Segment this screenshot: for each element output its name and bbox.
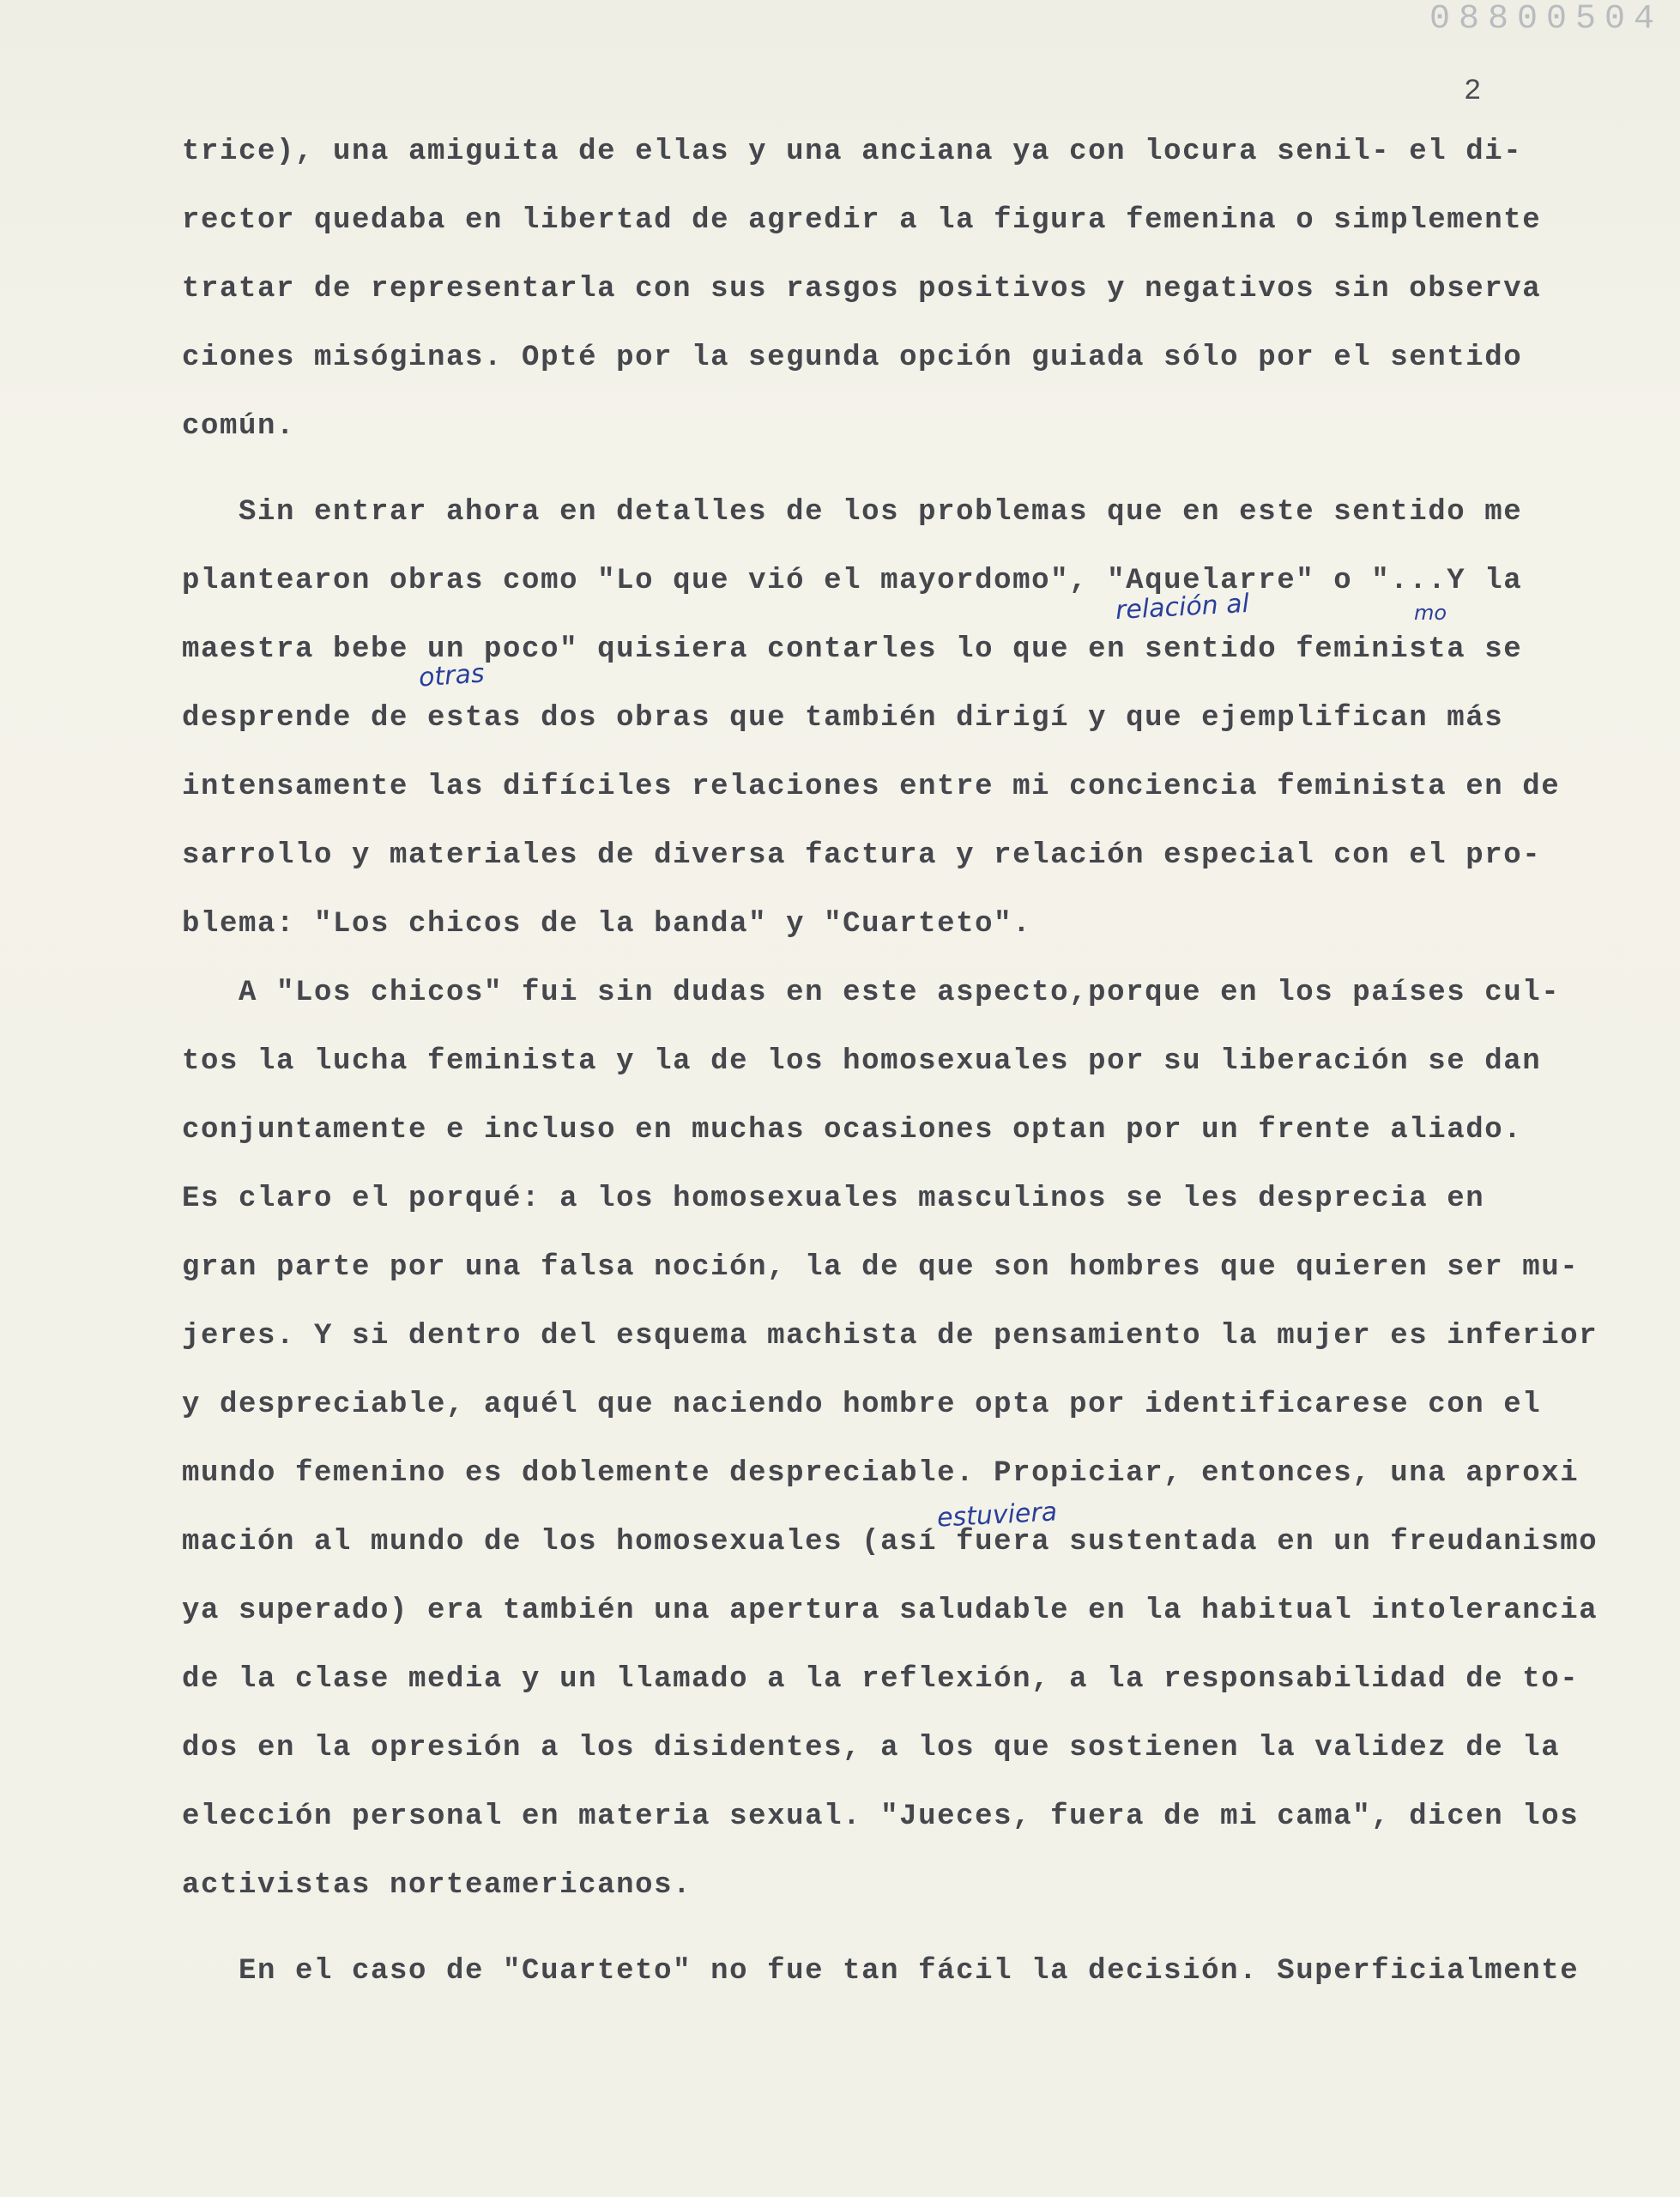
text-line: dos en la opresión a los disidentes, a los que sostienen la validez de la (182, 1732, 1561, 1764)
page-number: 2 (1464, 76, 1482, 108)
text-line: trice), una amiguita de ellas y una anciana ya con locura senil- el di- (182, 136, 1523, 168)
text-line: y despreciable, aquél que naciendo hombre opta por identificarese con el (182, 1389, 1542, 1421)
handwritten-annotation: otras (417, 658, 486, 693)
archive-stamp: 08800504 (1429, 0, 1663, 39)
text-line: Sin entrar ahora en detalles de los problemas que en este sentido me (182, 496, 1523, 529)
text-line: elección personal en materia sexual. "Jueces, fuera de mi cama", dicen los (182, 1801, 1580, 1833)
text-line: mación al mundo de los homosexuales (así fuera sustentada en un freudanismo (182, 1526, 1598, 1558)
text-line: ciones misóginas. Opté por la segunda opción guiada sólo por el sentido (182, 342, 1523, 374)
text-line: jeres. Y si dentro del esquema machista de pensamiento la mujer es inferior (182, 1320, 1598, 1353)
text-line: sarrollo y materiales de diversa factura y relación especial con el pro- (182, 839, 1542, 872)
text-line: A "Los chicos" fui sin dudas en este aspecto,porque en los países cul- (182, 977, 1561, 1009)
text-line: maestra bebe un poco" quisiera contarles lo que en sentido feminista se (182, 633, 1523, 666)
handwritten-annotation: estuviera (936, 1497, 1058, 1534)
text-line: plantearon obras como "Lo que vió el mayordomo", "Aquelarre" o "...Y la (182, 565, 1523, 597)
text-line: tratar de representarla con sus rasgos positivos y negativos sin observa (182, 273, 1542, 306)
text-line: blema: "Los chicos de la banda" y "Cuarteto". (182, 908, 1032, 941)
text-line: rector quedaba en libertad de agredir a la figura femenina o simplemente (182, 204, 1542, 237)
text-line: ya superado) era también una apertura saludable en la habitual intolerancia (182, 1595, 1598, 1627)
text-line: Es claro el porqué: a los homosexuales masculinos se les desprecia en (182, 1183, 1485, 1215)
text-line: intensamente las difíciles relaciones entre mi conciencia feminista en de (182, 771, 1561, 803)
text-line: gran parte por una falsa noción, la de que son hombres que quieren ser mu- (182, 1251, 1580, 1284)
text-line: activistas norteamericanos. (182, 1869, 692, 1902)
text-line: común. (182, 410, 296, 443)
text-line: de la clase media y un llamado a la reflexión, a la responsabilidad de to- (182, 1663, 1580, 1696)
text-line: mundo femenino es doblemente despreciable. Propiciar, entonces, una aproxi (182, 1457, 1580, 1490)
text-line: tos la lucha feminista y la de los homosexuales por su liberación se dan (182, 1045, 1542, 1078)
handwritten-annotation: mo (1414, 601, 1447, 625)
text-line: desprende de estas dos obras que también dirigí y que ejemplifican más (182, 702, 1504, 735)
handwritten-annotation: relación al (1115, 588, 1250, 626)
text-line: En el caso de "Cuarteto" no fue tan fácil la decisión. Superficialmente (182, 1955, 1580, 1988)
text-line: conjuntamente e incluso en muchas ocasiones optan por un frente aliado. (182, 1114, 1523, 1147)
